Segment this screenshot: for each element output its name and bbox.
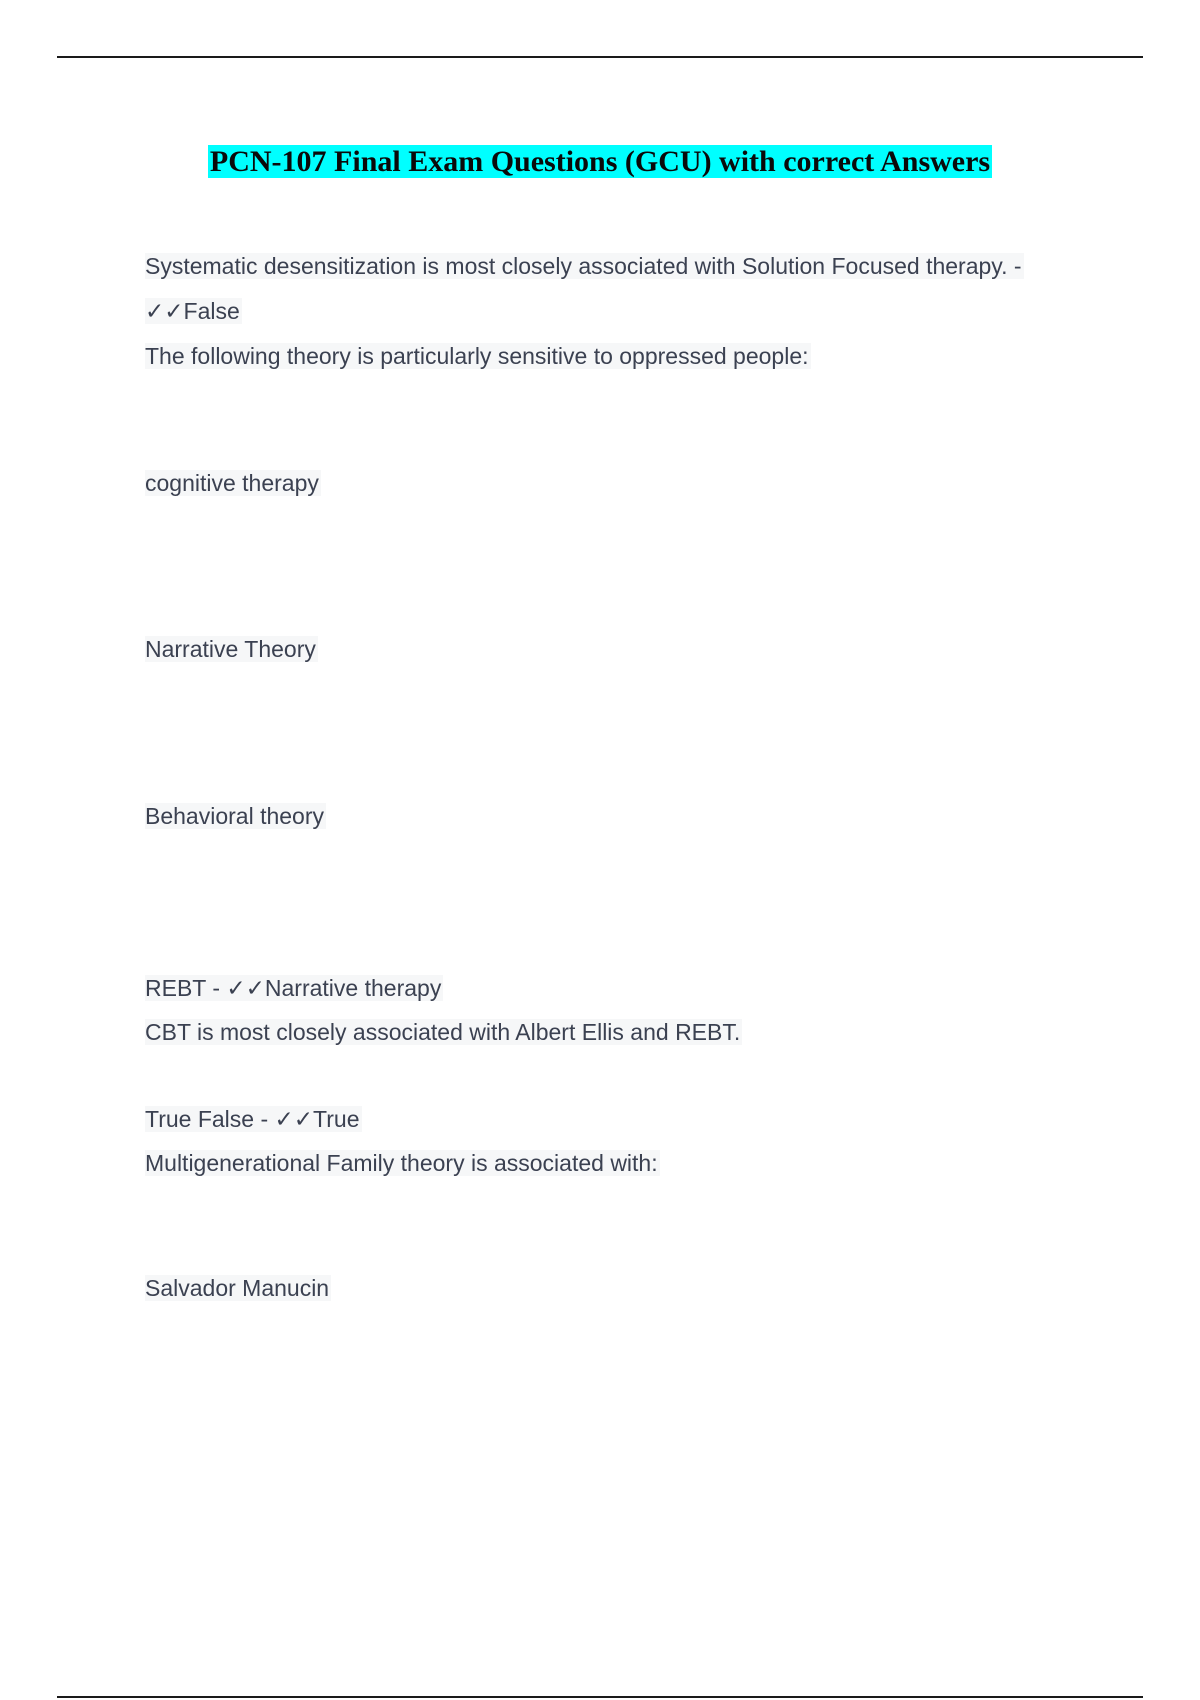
- document-title: [0, 140, 1200, 184]
- option-text: Behavioral theory: [145, 803, 324, 829]
- option-text: Salvador Manucin: [145, 1275, 330, 1301]
- text-line-7: [145, 970, 443, 1006]
- text-line-11: [145, 1270, 331, 1306]
- question-text: Multigenerational Family theory is associated with:: [145, 1150, 658, 1176]
- text-line-9: [145, 1101, 362, 1137]
- option-text: Narrative Theory: [145, 636, 316, 662]
- text-line-3: [145, 338, 811, 374]
- text-line-10: [145, 1145, 660, 1181]
- question-text: The following theory is particularly sensitive to oppressed people:: [145, 343, 809, 369]
- option-text: cognitive therapy: [145, 470, 319, 496]
- answer-text: REBT - ✓✓Narrative therapy: [145, 975, 442, 1001]
- footer-rule: [57, 1696, 1143, 1698]
- answer-text: ✓✓False: [145, 298, 240, 324]
- document-title-text: PCN-107 Final Exam Questions (GCU) with correct Answers: [209, 145, 991, 178]
- text-line-4: [145, 465, 321, 501]
- text-line-5: [145, 631, 318, 667]
- text-line-6: [145, 798, 326, 834]
- text-line-2: [145, 293, 242, 329]
- question-text: Systematic desensitization is most closely associated with Solution Focused therapy. -: [145, 253, 1022, 279]
- text-line-1: [145, 248, 1024, 284]
- question-text: CBT is most closely associated with Albert Ellis and REBT.: [145, 1019, 741, 1045]
- text-line-8: [145, 1014, 742, 1050]
- header-rule: [57, 56, 1143, 58]
- answer-text: True False - ✓✓True: [145, 1106, 360, 1132]
